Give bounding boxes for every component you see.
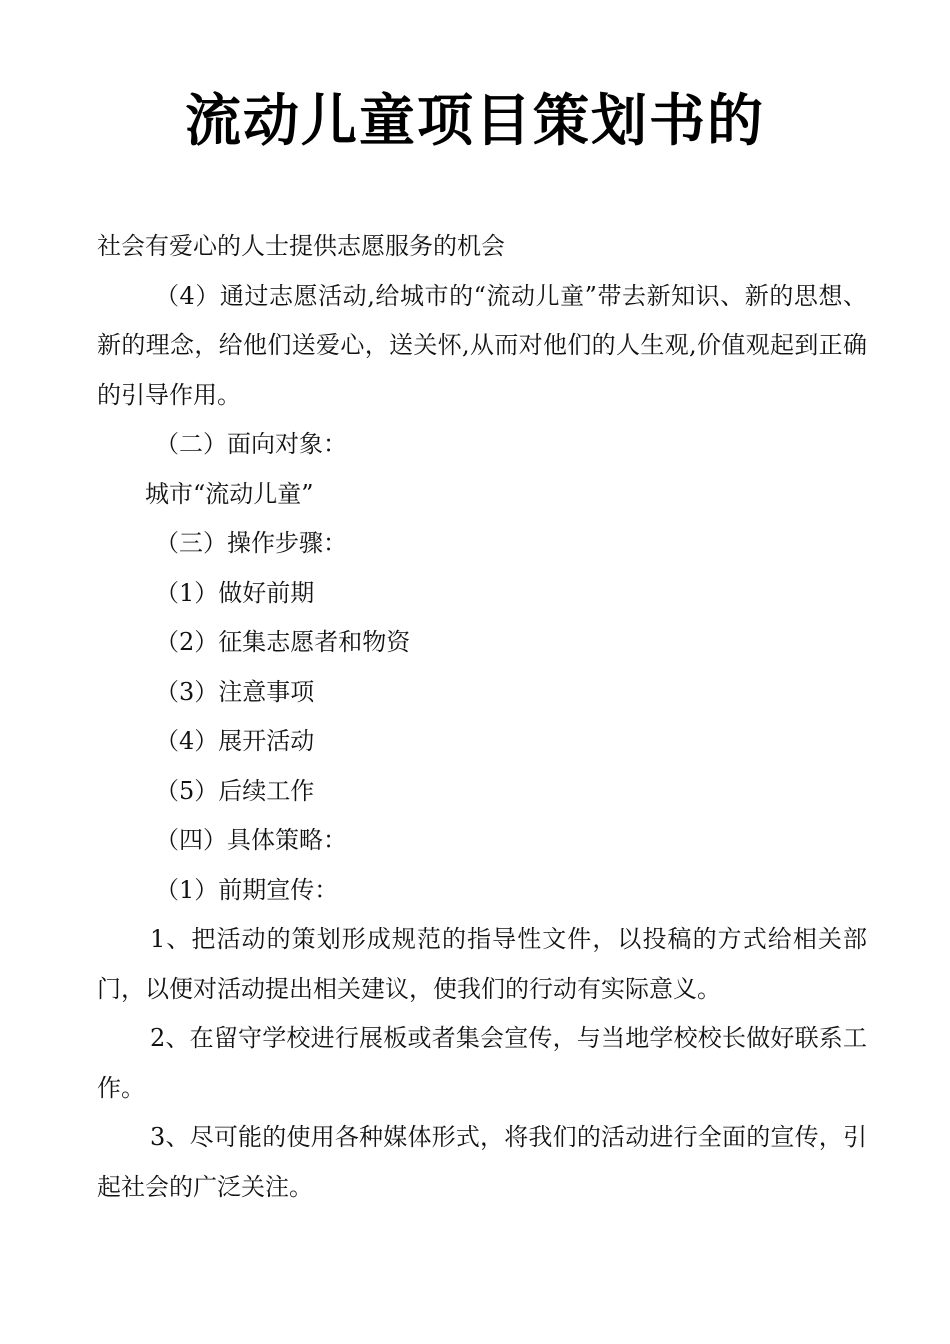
list-item: （1）前期宣传： (155, 875, 339, 904)
paragraph: 社会有爱心的人士提供志愿服务的机会 (97, 232, 505, 260)
paragraph: 城市“流动儿童” (145, 479, 314, 508)
list-item: （5）后续工作 (155, 776, 315, 805)
document-title: 流动儿童项目策划书的 (185, 89, 765, 154)
list-item: （4）展开活动 (155, 727, 315, 755)
paragraph: 1、把活动的策划形成规范的指导性文件，以投稿的方式给相关部门，以便对活动提出相关建议，使我们的行动有实际意义。 (97, 925, 867, 1003)
paragraph: 3、尽可能的使用各种媒体形式，将我们的活动进行全面的宣传，引起社会的广泛关注。 (97, 1123, 867, 1201)
list-item: （2）征集志愿者和物资 (155, 628, 411, 656)
paragraph: （4）通过志愿活动,给城市的“流动儿童”带去新知识、新的思想、新的理念，给他们送爱心，送关怀,从而对他们的人生观,价值观起到正确的引导作用。 (97, 281, 867, 409)
list-item: （1）做好前期 (155, 578, 315, 607)
list-item: （3）注意事项 (155, 677, 315, 706)
section-heading: （四）具体策略： (155, 826, 347, 854)
section-heading: （二）面向对象： (155, 430, 347, 458)
paragraph: 2、在留守学校进行展板或者集会宣传，与当地学校校长做好联系工作。 (97, 1024, 867, 1102)
section-heading: （三）操作步骤： (155, 529, 347, 557)
document-body (97, 222, 867, 1212)
